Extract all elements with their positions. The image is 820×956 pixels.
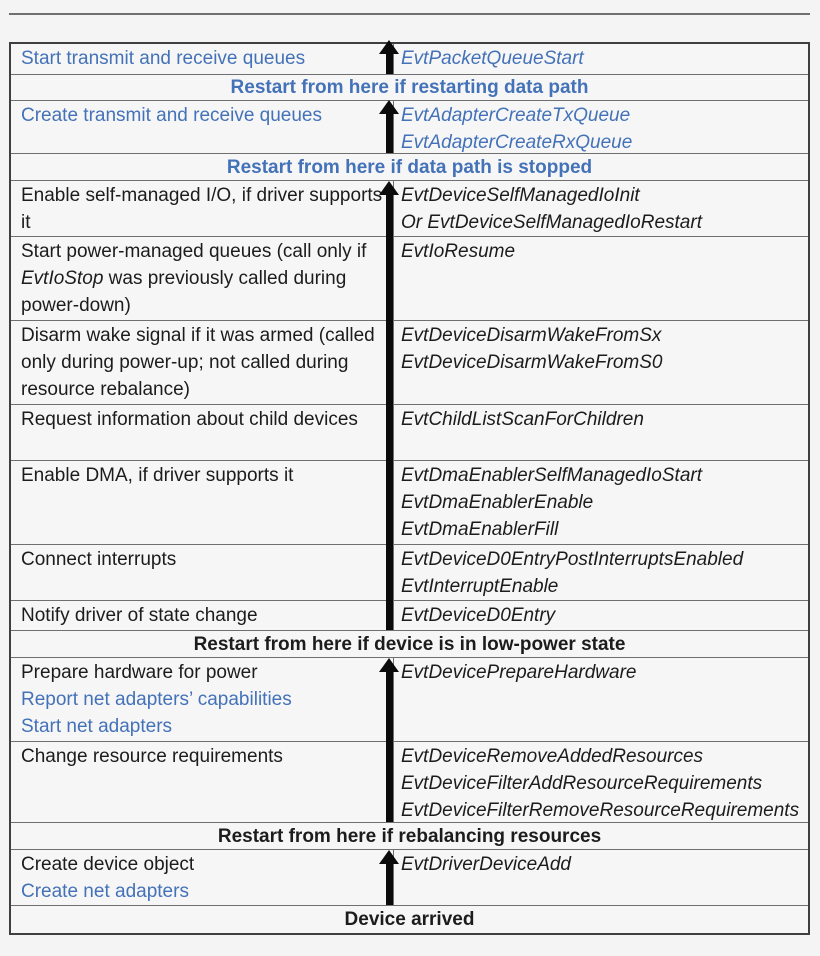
- callback-name: EvtDeviceD0EntryPostInterruptsEnabled: [401, 549, 744, 570]
- band-label: Restart from here if rebalancing resources: [217, 825, 602, 847]
- task-label: Start net adapters: [21, 716, 173, 737]
- sequence-table: [9, 42, 810, 935]
- top-divider-line: [9, 13, 810, 15]
- table-row: [11, 658, 808, 742]
- task-label: Connect interrupts: [21, 549, 177, 570]
- callback-name: EvtAdapterCreateRxQueue: [401, 132, 633, 153]
- callback-cell: [393, 101, 808, 153]
- task-label: Start transmit and receive queues: [21, 48, 306, 69]
- task-label: Prepare hardware for power: [21, 662, 258, 683]
- callback-name: EvtDevicePrepareHardware: [401, 662, 637, 683]
- table-row: [11, 405, 808, 461]
- callback-name: EvtDmaEnablerSelfManagedIoStart: [401, 465, 702, 486]
- task-cell: [11, 237, 393, 320]
- restart-band-row: [11, 75, 808, 101]
- callback-cell: [393, 601, 808, 630]
- table-row: [11, 181, 808, 237]
- callback-cell: [393, 237, 808, 320]
- callback-name: EvtInterruptEnable: [401, 576, 559, 597]
- task-cell: [11, 405, 393, 460]
- callback-name: EvtAdapterCreateTxQueue: [401, 105, 631, 126]
- task-label: Disarm wake signal if it was armed (called only during power-up; not called during resource rebalance): [21, 325, 375, 400]
- task-label: Change resource requirements: [21, 746, 283, 767]
- restart-band-row: [11, 906, 808, 933]
- task-label: Notify driver of state change: [21, 605, 258, 626]
- task-cell: [11, 742, 393, 822]
- table-row: [11, 237, 808, 321]
- table-row: [11, 44, 808, 75]
- band-label: Restart from here if device is in low-power state: [193, 633, 626, 655]
- task-cell: [11, 321, 393, 404]
- restart-band-row: [11, 823, 808, 850]
- callback-cell: [393, 658, 808, 741]
- callback-cell: [393, 850, 808, 905]
- callback-name: EvtDeviceRemoveAddedResources: [401, 746, 704, 767]
- task-cell: [11, 44, 393, 74]
- table-row: [11, 850, 808, 906]
- task-cell: [11, 850, 393, 905]
- callback-name: EvtDeviceDisarmWakeFromSx: [401, 325, 662, 346]
- task-cell: [11, 545, 393, 600]
- callback-name: EvtDriverDeviceAdd: [401, 854, 571, 875]
- callback-cell: [393, 405, 808, 460]
- callback-name: EvtDmaEnablerFill: [401, 519, 559, 540]
- task-label: Create device object: [21, 854, 195, 875]
- task-cell: [11, 658, 393, 741]
- callback-name: EvtDeviceFilterRemoveResourceRequirements: [401, 800, 800, 821]
- task-label: Start power-managed queues (call only if EvtIoStop was previously called during power-down): [21, 241, 367, 316]
- callback-cell: [393, 181, 808, 236]
- callback-name: EvtDmaEnablerEnable: [401, 492, 594, 513]
- callback-name: EvtDeviceFilterAddResourceRequirements: [401, 773, 763, 794]
- callback-cell: [393, 545, 808, 600]
- callback-cell: [393, 44, 808, 74]
- task-cell: [11, 181, 393, 236]
- callback-cell: [393, 461, 808, 544]
- table-row: [11, 545, 808, 601]
- band-label: Device arrived: [344, 909, 475, 930]
- table-row: [11, 101, 808, 154]
- callback-name: EvtPacketQueueStart: [401, 48, 584, 69]
- callback-name: EvtDeviceSelfManagedIoInit: [401, 185, 640, 206]
- task-label: Enable DMA, if driver supports it: [21, 465, 294, 486]
- callback-name: EvtDeviceDisarmWakeFromS0: [401, 352, 663, 373]
- table-row: [11, 461, 808, 545]
- task-cell: [11, 601, 393, 630]
- table-row: [11, 321, 808, 405]
- band-label: Restart from here if restarting data path: [230, 77, 589, 98]
- task-label: Enable self-managed I/O, if driver supports it: [21, 185, 383, 233]
- task-label: Request information about child devices: [21, 409, 358, 430]
- table-row: [11, 601, 808, 631]
- band-label: Restart from here if data path is stopped: [226, 156, 593, 178]
- task-cell: [11, 461, 393, 544]
- task-label: Report net adapters’ capabilities: [21, 689, 292, 710]
- callback-name: Or EvtDeviceSelfManagedIoRestart: [401, 212, 702, 233]
- task-label: Create transmit and receive queues: [21, 105, 322, 126]
- restart-band-row: [11, 631, 808, 658]
- callback-name: EvtChildListScanForChildren: [401, 409, 644, 430]
- callback-cell: [393, 321, 808, 404]
- task-label: Create net adapters: [21, 881, 189, 902]
- task-cell: [11, 101, 393, 153]
- callback-name: EvtDeviceD0Entry: [401, 605, 556, 626]
- callback-name: EvtIoResume: [401, 241, 516, 262]
- table-row: [11, 742, 808, 823]
- callback-cell: [393, 742, 808, 822]
- restart-band-row: [11, 154, 808, 181]
